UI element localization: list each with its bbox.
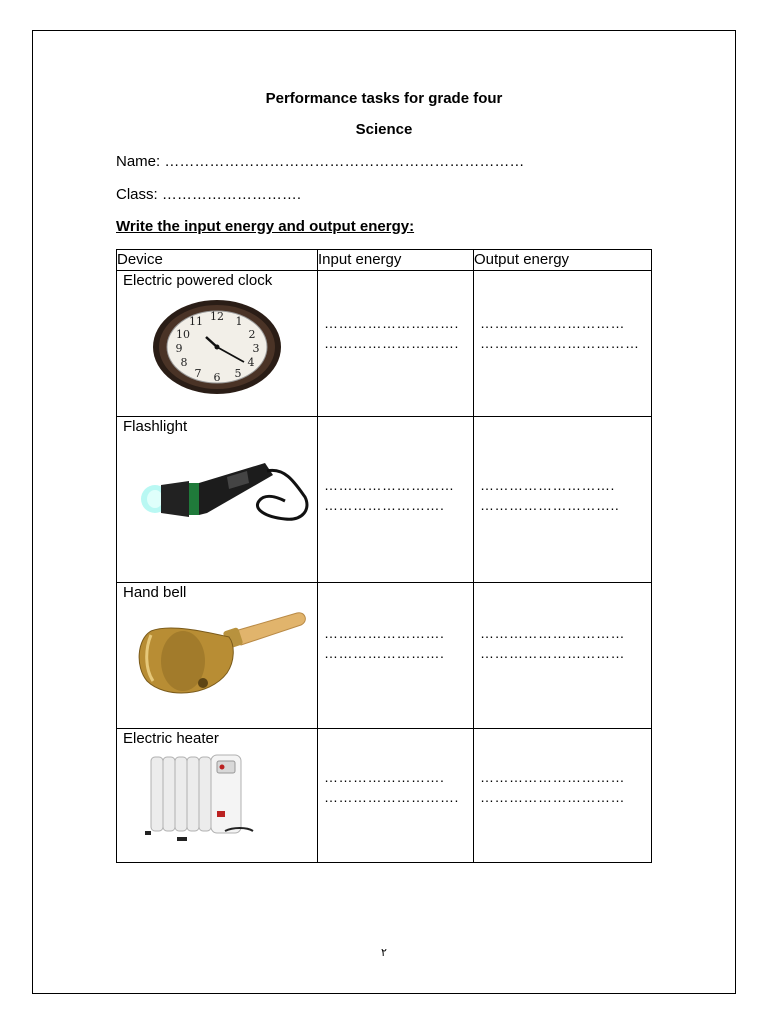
device-cell <box>117 271 318 417</box>
flashlight-icon <box>135 447 315 535</box>
table-row <box>117 271 652 417</box>
class-field[interactable]: Class: ………………………. <box>116 186 302 203</box>
header-device: Device <box>117 250 318 271</box>
wall-clock-icon <box>151 297 283 397</box>
answer-line[interactable]: ………………………… <box>480 769 625 785</box>
input-energy-cell[interactable] <box>318 417 474 583</box>
svg-text:10: 10 <box>176 328 190 341</box>
energy-table <box>116 249 652 863</box>
device-name: Electric heater <box>123 730 219 747</box>
device-cell <box>117 729 318 863</box>
answer-line[interactable]: …………………………… <box>480 335 640 351</box>
answer-line[interactable]: ……………………. <box>324 645 445 661</box>
answer-line[interactable]: ……………………. <box>324 769 445 785</box>
input-energy-cell[interactable] <box>318 271 474 417</box>
subject-title: Science <box>355 121 413 138</box>
output-energy-cell[interactable] <box>474 271 652 417</box>
device-name: Hand bell <box>123 584 187 601</box>
svg-text:8: 8 <box>180 356 188 369</box>
answer-line[interactable]: ………………………… <box>480 625 625 641</box>
device-name: Flashlight <box>123 418 188 435</box>
svg-text:12: 12 <box>210 310 224 323</box>
instruction-heading: Write the input energy and output energy: <box>116 218 415 235</box>
output-energy-cell[interactable] <box>474 729 652 863</box>
table-header-row <box>117 250 652 271</box>
output-energy-cell[interactable] <box>474 417 652 583</box>
device-name: Electric powered clock <box>123 272 273 289</box>
svg-text:9: 9 <box>175 342 183 355</box>
page-number: ٢ <box>381 947 387 959</box>
svg-text:11: 11 <box>189 315 203 328</box>
device-cell <box>117 583 318 729</box>
hand-bell-icon <box>131 609 307 701</box>
input-energy-cell[interactable] <box>318 729 474 863</box>
table-row <box>117 417 652 583</box>
page-title: Performance tasks for grade four <box>265 90 503 107</box>
svg-text:3: 3 <box>252 342 260 355</box>
answer-line[interactable]: ……………………….. <box>480 497 620 513</box>
header-output-energy: Output energy <box>474 250 652 271</box>
svg-text:2: 2 <box>248 328 256 341</box>
svg-text:5: 5 <box>234 367 242 380</box>
svg-text:1: 1 <box>235 315 243 328</box>
answer-line[interactable]: ………………………… <box>480 315 625 331</box>
output-energy-cell[interactable] <box>474 583 652 729</box>
input-energy-cell[interactable] <box>318 583 474 729</box>
oil-heater-icon <box>143 751 259 847</box>
device-cell <box>117 417 318 583</box>
answer-line[interactable]: ……………………… <box>324 477 455 493</box>
svg-text:6: 6 <box>213 371 221 384</box>
name-field[interactable]: Name: ……………………………………………………………… <box>116 153 525 170</box>
answer-line[interactable]: ………………………. <box>324 789 459 805</box>
answer-line[interactable]: ………………………. <box>480 477 615 493</box>
answer-line[interactable]: ……………………. <box>324 497 445 513</box>
svg-text:4: 4 <box>247 356 255 369</box>
answer-line[interactable]: ………………………… <box>480 645 625 661</box>
svg-text:7: 7 <box>194 367 202 380</box>
table-row <box>117 583 652 729</box>
header-input-energy: Input energy <box>318 250 474 271</box>
table-row <box>117 729 652 863</box>
answer-line[interactable]: ……………………. <box>324 625 445 641</box>
answer-line[interactable]: ………………………. <box>324 335 459 351</box>
answer-line[interactable]: ………………………… <box>480 789 625 805</box>
answer-line[interactable]: ………………………. <box>324 315 459 331</box>
